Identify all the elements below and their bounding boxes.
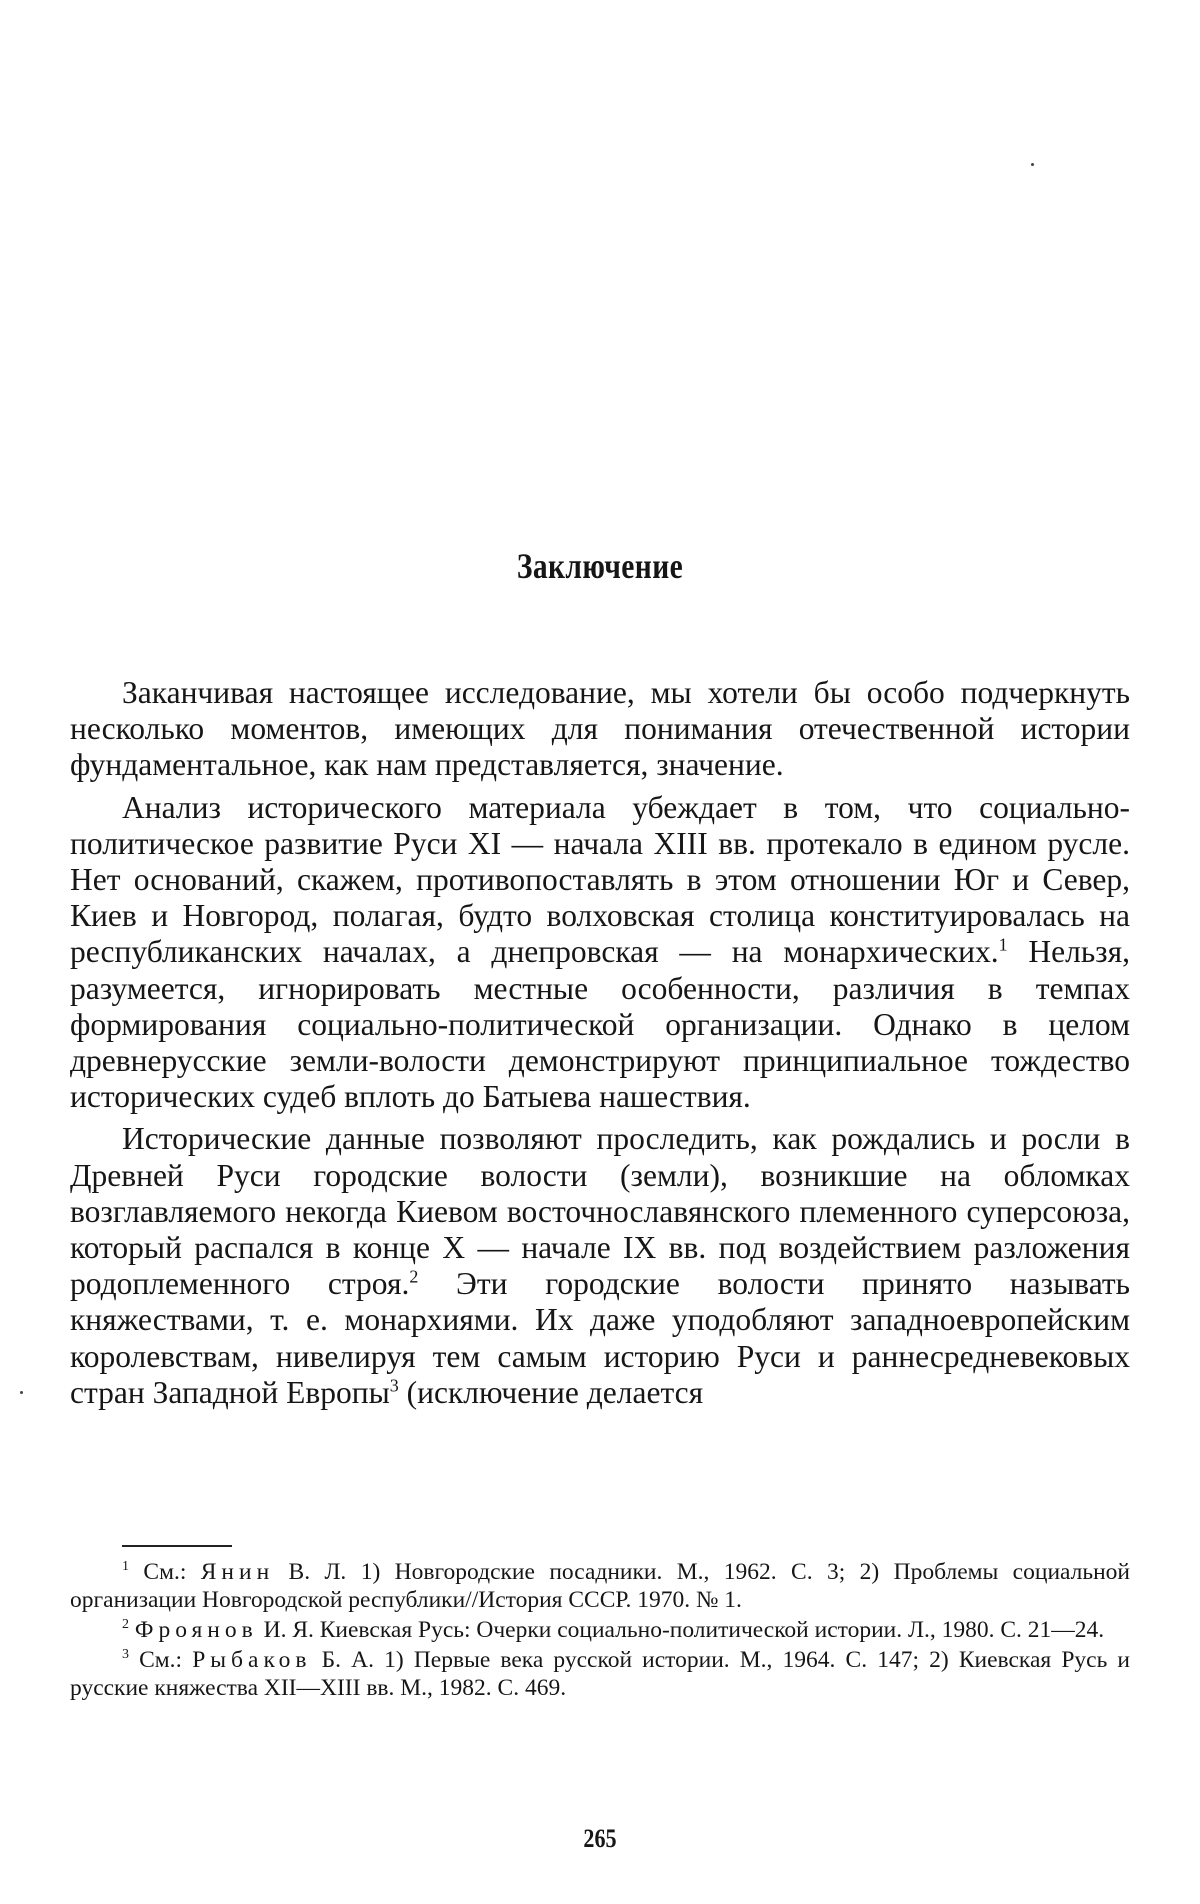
text-run: См.:	[129, 1559, 201, 1585]
author-surname: Рыбаков	[192, 1647, 312, 1673]
book-page	[70, 0, 1130, 1904]
author-surname: Янин	[200, 1559, 275, 1585]
paragraph	[70, 790, 1130, 1116]
text-run: В. Л. 1) Новгородские посадники. М., 1962. С. 3; 2) Проблемы социальной организации Новгородской республики//История СССР. 1970. № 1.	[70, 1559, 1130, 1613]
footnote-marker: 2	[409, 1266, 419, 1287]
scan-speck	[20, 1391, 23, 1394]
footnotes	[70, 1558, 1130, 1704]
text-run: См.:	[129, 1647, 193, 1673]
footnote-marker: 1	[122, 1559, 129, 1575]
text-run: Нельзя, разумеется, игнорировать местные особенности, различия в темпах формирования социально-политической организации. Однако в целом древнерусские земли-волости демонстрируют принципиальное тождество исторических судеб вплоть до Батыева нашествия.	[70, 934, 1130, 1115]
chapter-title: Заключение	[516, 546, 684, 586]
text-run: Заканчивая настоящее исследование, мы хотели бы особо подчеркнуть несколько моментов, имеющих для понимания отечественной истории фундаментальное, как нам представляется, значение.	[70, 675, 1130, 783]
scan-speck	[1031, 163, 1034, 166]
main-text	[70, 675, 1130, 1417]
footnote	[70, 1616, 1130, 1644]
text-run: (исключение делается	[398, 1374, 704, 1410]
footnote	[70, 1646, 1130, 1702]
footnote-marker: 2	[122, 1617, 129, 1633]
paragraph	[70, 675, 1130, 784]
paragraph	[70, 1121, 1130, 1411]
text-run: Б. А. 1) Первые века русской истории. М., 1964. С. 147; 2) Киевская Русь и русские княжества XII—XIII вв. М., 1982. С. 469.	[70, 1647, 1130, 1701]
text-run: И. Я. Киевская Русь: Очерки социально-политической истории. Л., 1980. С. 21—24.	[257, 1617, 1105, 1643]
text-run: Исторические данные позволяют проследить, как рождались и росли в Древней Руси городские волости (земли), возникшие на обломках возглавляемого некогда Киевом восточнославянского племенного суперсоюза, который распался в конце X — начале IX вв. под воздействием разложения родоплеменного строя.	[70, 1121, 1130, 1302]
footnote-marker: 3	[389, 1375, 399, 1396]
text-run: Анализ исторического материала убеждает в том, что социально-политическое развитие Руси XI — начала XIII вв. протекало в едином русле. Нет оснований, скажем, противопоставлять в этом отношении Юг и Север, Киев и Новгород, полагая, будто волховская столица конституировалась на республиканских началах, а днепровская — на монархических.	[70, 789, 1130, 970]
footnote-divider	[122, 1545, 232, 1547]
author-surname: Фроянов	[134, 1617, 258, 1643]
page-number: 265	[583, 1824, 617, 1853]
footnote	[70, 1558, 1130, 1614]
text-run: Эти городские волости принято называть княжествами, т. е. монархиями. Их даже уподобляют западноевропейским королевствам, нивелируя тем самым историю Руси и раннесредневековых стран Западной Европы	[70, 1266, 1130, 1410]
footnote-marker: 3	[122, 1647, 129, 1663]
footnote-marker: 1	[998, 934, 1008, 955]
